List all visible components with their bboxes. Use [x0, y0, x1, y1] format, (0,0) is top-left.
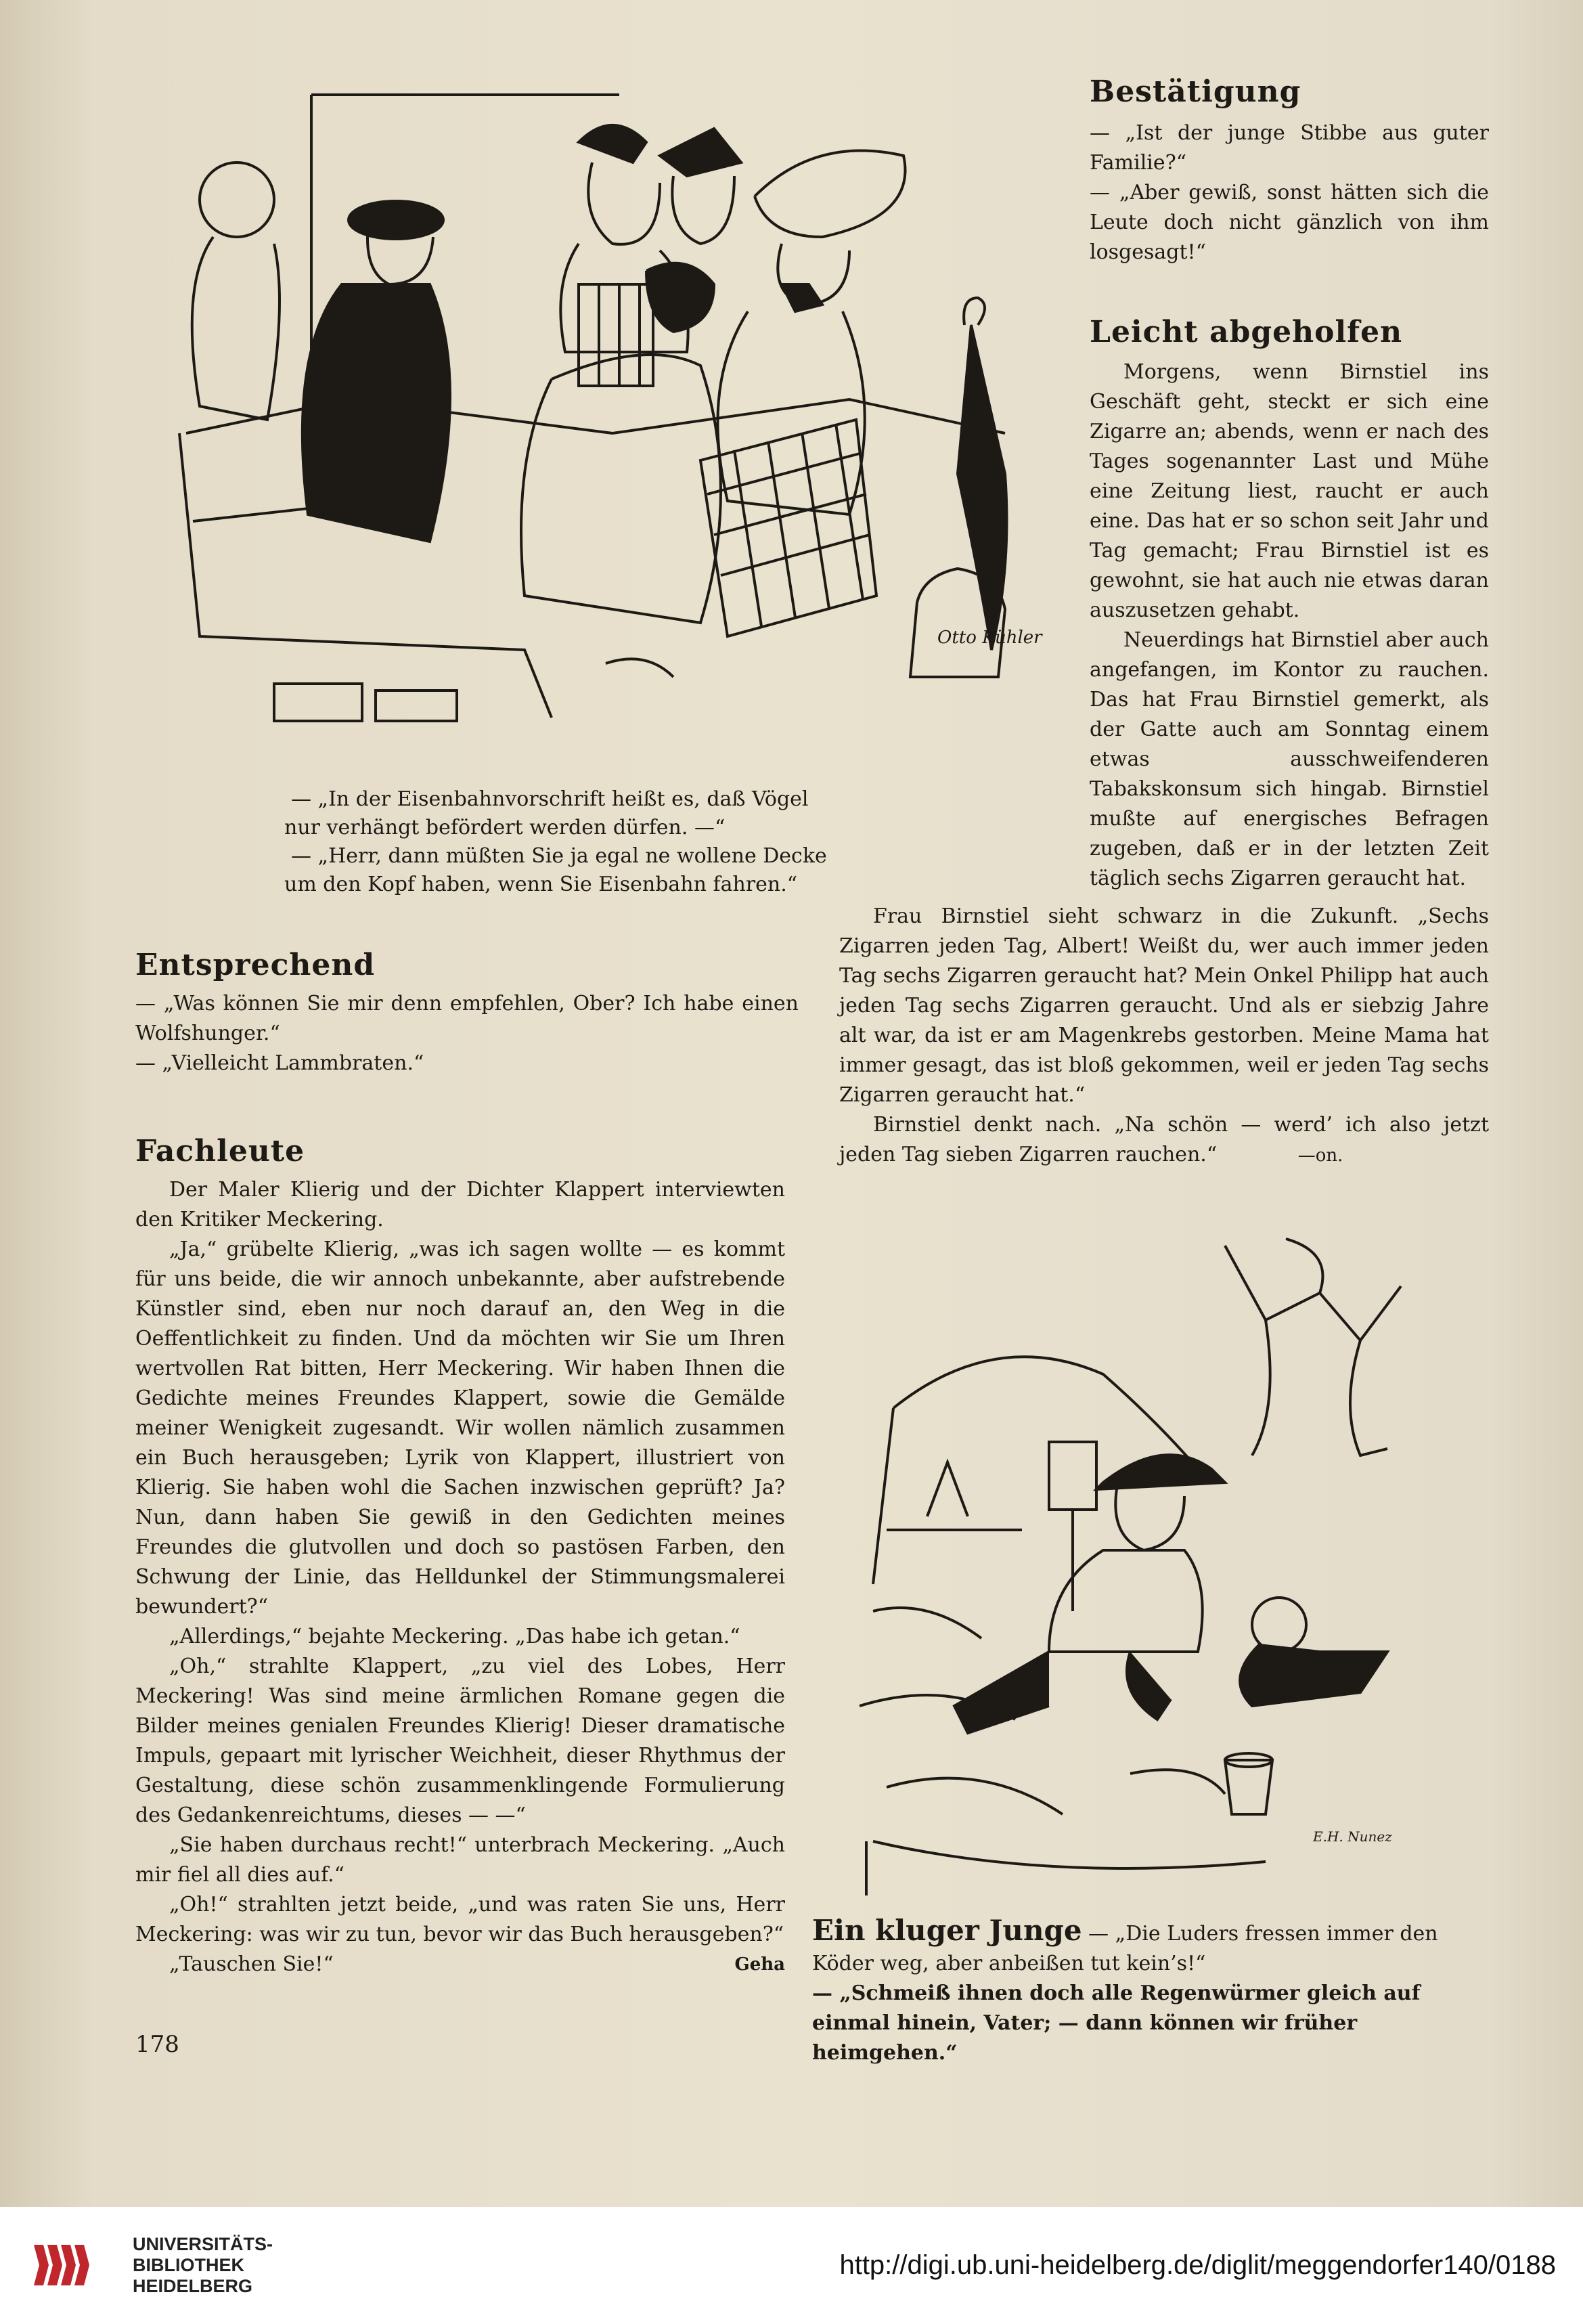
- library-logo-icon: [34, 2238, 122, 2292]
- article-paragraph: — „Aber gewiß, sonst hätten sich die Leute doch nicht gänzlich von ihm losgesagt!“: [1090, 181, 1489, 264]
- caption-line: um den Kopf haben, wenn Sie Eisenbahn fahren.“: [284, 873, 798, 896]
- article-paragraph: [135, 1950, 785, 1979]
- article-ein-kluger-junge: [812, 1916, 1462, 2068]
- article-paragraph: — „Ist der junge Stibbe aus guter Familie?“: [1090, 121, 1489, 175]
- article-fachleute: [135, 1134, 785, 1979]
- library-name-line: HEIDELBERG: [133, 2276, 253, 2296]
- article-entsprechend: [135, 948, 799, 1078]
- article-paragraph: Neuerdings hat Birnstiel aber auch angefangen, im Kontor zu rauchen. Das hat Frau Birnstiel gemerkt, als der Gatte auch am Sonntag einem etwas ausschweifenderen Tabakskonsum sich hingab. Birnstiel mußte auf energisches Befragen zugeben, daß er in der letzten Zeit täglich sechs Zigarren geraucht hat.: [1090, 628, 1489, 890]
- article-paragraph: „Oh,“ strahlte Klappert, „zu viel des Lobes, Herr Meckering! Was sind meine ärmlichen Romane gegen die Bilder meines genialen Freundes Klierig! Dieser dramatische Impuls, gepaart mit lyrischer Weichheit, dieser Rhythmus der Gestaltung, diese schön zusammenklingende Formulierung des Gedankenreichtums, dieses — —“: [135, 1654, 785, 1827]
- article-author: —on.: [1297, 1145, 1343, 1166]
- illustration-caption: [284, 785, 880, 899]
- article-author: Geha: [734, 1954, 785, 1975]
- article-bestaetigung: [1090, 74, 1489, 267]
- article-paragraph-text: Birnstiel denkt nach. „Na schön — werd’ ich also jetzt jeden Tag sieben Zigarren rauchen.“: [839, 1113, 1489, 1166]
- library-name-line: UNIVERSITÄTS-: [133, 2234, 273, 2254]
- train-compartment-illustration: [173, 81, 1042, 738]
- caption-line: — „In der Eisenbahnvorschrift heißt es, daß Vögel: [291, 787, 809, 811]
- article-paragraph: — „Vielleicht Lammbraten.“: [135, 1051, 424, 1075]
- article-paragraph: Der Maler Klierig und der Dichter Klappert interviewten den Kritiker Meckering.: [135, 1178, 785, 1231]
- caption-line: — „Herr, dann müßten Sie ja egal ne wollene Decke: [291, 844, 827, 868]
- illustration-signature: E.H. Nunez: [1313, 1828, 1392, 1845]
- article-paragraph: „Sie haben durchaus recht!“ unterbrach Meckering. „Auch mir fiel all dies auf.“: [135, 1833, 785, 1887]
- article-paragraph: „Oh!“ strahlten jetzt beide, „und was raten Sie uns, Herr Meckering: was wir zu tun, bevor wir das Buch herausgeben?“: [135, 1893, 785, 1946]
- illustration-signature: Otto Kühler: [937, 628, 1042, 648]
- article-leicht-continuation: [839, 902, 1489, 1170]
- caption-line: nur verhängt befördert werden dürfen. —“: [284, 816, 726, 839]
- article-paragraph: — „Was können Sie mir denn empfehlen, Ober? Ich habe einen Wolfshunger.“: [135, 992, 799, 1045]
- article-paragraph-text: „Tauschen Sie!“: [169, 1952, 334, 1976]
- library-name-line: BIBLIOTHEK: [133, 2255, 244, 2275]
- article-paragraph: Frau Birnstiel sieht schwarz in die Zukunft. „Sechs Zigarren jeden Tag, Albert! Weißt du, wer auch immer jeden Tag sechs Zigarren geraucht hat? Mein Onkel Philipp hat auch jeden Tag sechs Zigarren geraucht. Und als er siebzig Jahre alt war, da ist er am Magenkrebs gestorben. Meine Mama hat immer gesagt, das ist bloß gekommen, weil er jeden Tag sechs Zigarren geraucht hat.“: [839, 904, 1489, 1107]
- article-title: Ein kluger Junge: [812, 1914, 1082, 1947]
- article-leicht-abgeholfen: [1090, 315, 1489, 894]
- article-title: Entsprechend: [135, 948, 376, 982]
- article-title: Bestätigung: [1090, 74, 1301, 109]
- fishing-illustration: [846, 1232, 1442, 1902]
- article-paragraph: [812, 1916, 1462, 1979]
- article-paragraph: — „Schmeiß ihnen doch alle Regenwürmer gleich auf einmal hinein, Vater; — dann können wir früher heimgehen.“: [812, 1981, 1421, 2065]
- article-paragraph: „Allerdings,“ bejahte Meckering. „Das habe ich getan.“: [169, 1625, 740, 1648]
- article-paragraph: Morgens, wenn Birnstiel ins Geschäft geht, steckt er sich eine Zigarre an; abends, wenn er nach des Tages sogenannter Last und Mühe eine Zeitung liest, raucht er auch eine. Das hat er so schon seit Jahr und Tag gemacht; Frau Birnstiel ist es gewohnt, sie hat auch nie etwas daran auszusetzen gehabt.: [1090, 360, 1489, 622]
- page-number: 178: [135, 2031, 179, 2058]
- article-paragraph: „Ja,“ grübelte Klierig, „was ich sagen wollte — es kommt für uns beide, die wir annoch unbekannte, aber aufstrebende Künstler sind, eben nur noch darauf an, den Weg in die Oeffentlichkeit zu finden. Und da möchten wir Sie um Ihren wertvollen Rat bitten, Herr Meckering. Wir haben Ihnen die Gedichte meines Freundes Klappert, sowie die Gemälde meiner Wenigkeit zugesandt. Wir wollen nämlich zusammen ein Buch herausgeben; Lyrik von Klappert, illustriert von Klierig. Sie haben wohl die Sachen inzwischen geprüft? Ja? Nun, dann haben Sie gewiß in den Gedichten meines Freundes die glutvollen und doch so pastösen Farben, den Schwung der Linie, das Helldunkel der Stimmungsmalerei bewundert?“: [135, 1237, 785, 1619]
- library-name: [133, 2234, 273, 2297]
- article-paragraph: [839, 1110, 1489, 1170]
- library-footer: [0, 2207, 1583, 2324]
- article-title: Leicht abgeholfen: [1090, 315, 1403, 349]
- article-paragraph-text: — „Die Luders fressen immer den Köder weg, aber anbeißen tut kein’s!“: [812, 1922, 1438, 1975]
- source-url-link[interactable]: http://digi.ub.uni-heidelberg.de/diglit/meggendorfer140/0188: [839, 2250, 1556, 2280]
- article-title: Fachleute: [135, 1134, 305, 1168]
